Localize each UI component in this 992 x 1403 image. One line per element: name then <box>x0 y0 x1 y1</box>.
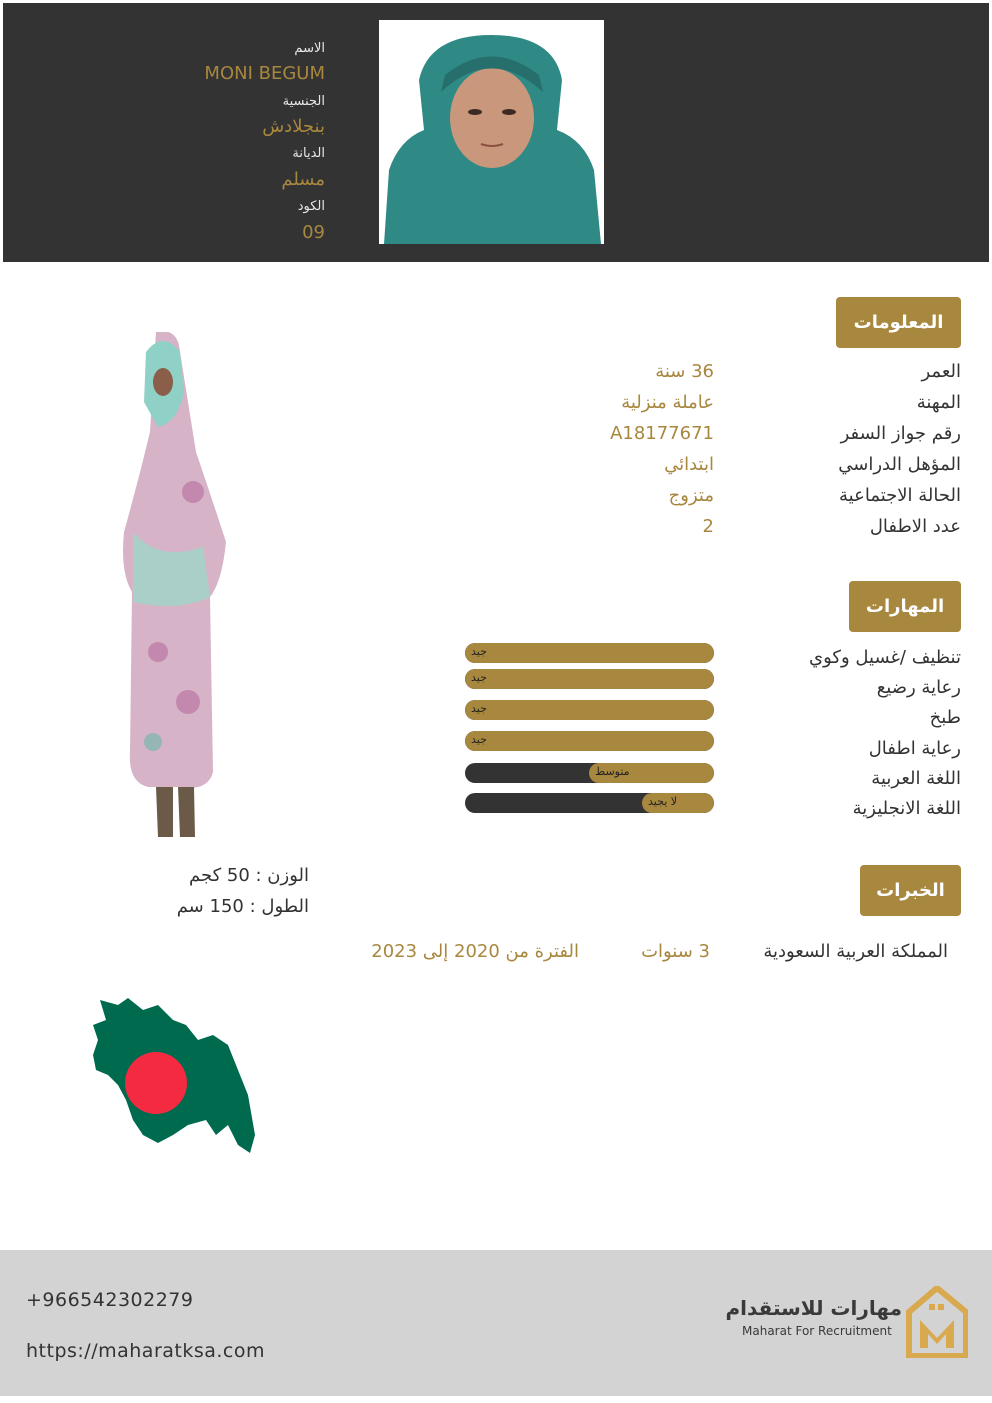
height-text: الطول : 150 سم <box>176 896 309 917</box>
info-value-job: عاملة منزلية <box>621 392 714 413</box>
skill-level-text: لا يجيد <box>648 795 678 808</box>
info-value-education: ابتدائي <box>664 454 714 475</box>
info-label-age: العمر <box>921 361 961 382</box>
name-label: الاسم <box>294 41 325 56</box>
religion-value: مسلم <box>281 169 325 190</box>
info-value-marital: متزوج <box>668 485 714 506</box>
info-label-education: المؤهل الدراسي <box>838 454 961 475</box>
religion-label: الديانة <box>292 146 325 161</box>
skill-level-text: جيد <box>471 702 487 715</box>
skill-label-infant-care: رعاية رضيع <box>876 677 961 698</box>
code-label: الكود <box>297 199 325 214</box>
skills-section-title: المهارات <box>849 581 961 632</box>
logo-english: Maharat For Recruitment <box>742 1324 892 1338</box>
skill-bar <box>465 700 714 720</box>
skill-level-text: جيد <box>471 733 487 746</box>
skill-label-cooking: طبخ <box>929 707 961 728</box>
skill-bar <box>465 643 714 663</box>
skill-level-text: جيد <box>471 645 487 658</box>
skill-label-english: اللغة الانجليزية <box>852 798 961 819</box>
experience-period: الفترة من 2020 إلى 2023 <box>371 941 579 962</box>
skill-bar <box>465 763 714 783</box>
phone-number[interactable]: +966542302279 <box>26 1289 194 1311</box>
skill-level-text: متوسط <box>595 765 630 778</box>
info-value-passport: A18177671 <box>610 423 714 444</box>
info-label-job: المهنة <box>916 392 961 413</box>
weight-text: الوزن : 50 كجم <box>189 865 309 886</box>
skill-bar <box>465 793 714 813</box>
skill-bar-fill <box>465 643 714 663</box>
portrait-photo <box>379 20 604 244</box>
nationality-label: الجنسية <box>282 94 325 109</box>
info-value-children: 2 <box>702 516 714 537</box>
skill-bar-fill <box>465 700 714 720</box>
footer <box>0 1250 992 1396</box>
experience-country: المملكة العربية السعودية <box>763 941 948 962</box>
skill-bar-fill <box>465 669 714 689</box>
info-section-title: المعلومات <box>836 297 961 348</box>
skill-bar <box>465 669 714 689</box>
info-label-children: عدد الاطفال <box>869 516 961 537</box>
skill-bar <box>465 731 714 751</box>
nationality-value: بنجلادش <box>262 116 325 137</box>
info-value-age: 36 سنة <box>655 361 714 382</box>
logo-arabic: مهارات للاستقدام <box>725 1296 902 1320</box>
bangladesh-map-flag <box>88 995 258 1155</box>
skill-level-text: جيد <box>471 671 487 684</box>
skill-label-childcare: رعاية اطفال <box>868 738 961 759</box>
company-logo-text <box>725 1296 902 1338</box>
house-logo-icon <box>906 1286 968 1358</box>
skill-label-arabic: اللغة العربية <box>871 768 961 789</box>
skill-label-cleaning: تنظيف /غسيل وكوي <box>809 647 961 668</box>
experience-years: 3 سنوات <box>641 941 710 962</box>
info-label-marital: الحالة الاجتماعية <box>839 485 961 506</box>
skill-bar-fill <box>465 731 714 751</box>
website-link[interactable]: https://maharatksa.com <box>26 1340 266 1362</box>
info-label-passport: رقم جواز السفر <box>840 423 961 444</box>
full-body-photo <box>118 332 233 842</box>
name-value: MONI BEGUM <box>204 63 325 84</box>
code-value: 09 <box>302 222 325 243</box>
experience-section-title: الخبرات <box>860 865 961 916</box>
